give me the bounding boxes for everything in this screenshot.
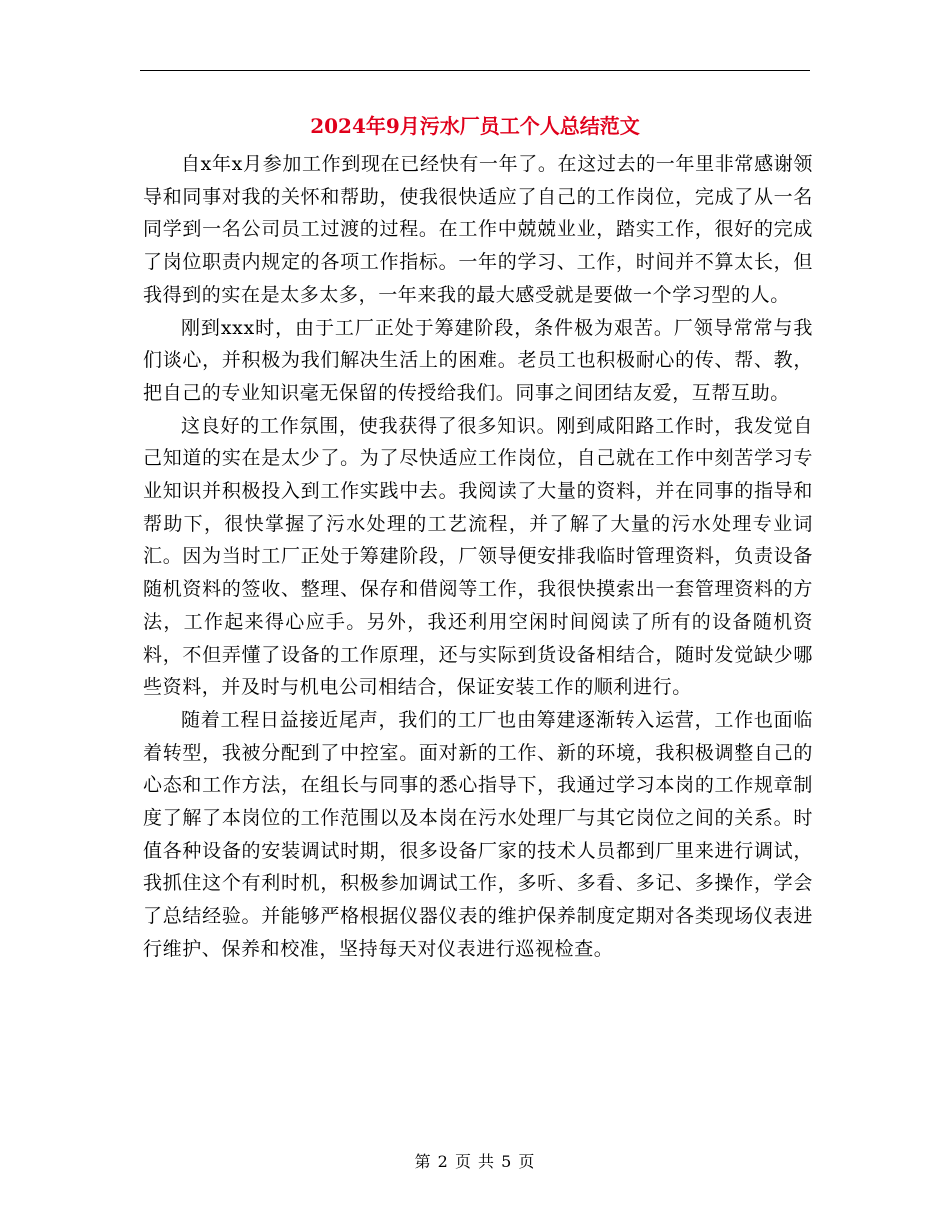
paragraph-4: 随着工程日益接近尾声，我们的工厂也由筹建逐渐转入运营，工作也面临着转型，我被分配到了中控室。面对新的工作、新的环境，我积极调整自己的心态和工作方法，在组长与同事的悉心指导下，我通过学习本岗的工作规章制度了解了本岗位的工作范围以及本岗在污水处理厂与其它岗位之间的关系。时值各种设备的安装调试时期，很多设备厂家的技术人员都到厂里来进行调试，我抓住这个有利时机，积极参加调试工作，多听、多看、多记、多操作，学会了总结经验。并能够严格根据仪器仪表的维护保养制度定期对各类现场仪表进行维护、保养和校准，坚持每天对仪表进行巡视检查。	[143, 708, 813, 960]
paragraph-1: 自x年x月参加工作到现在已经快有一年了。在这过去的一年里非常感谢领导和同事对我的关怀和帮助，使我很快适应了自己的工作岗位，完成了从一名同学到一名公司员工过渡的过程。在工作中兢兢业业，踏实工作，很好的完成了岗位职责内规定的各项工作指标。一年的学习、工作，时间并不算太长，但我得到的实在是太多太多，一年来我的最大感受就是要做一个学习型的人。	[143, 153, 813, 306]
document-title: 2024年9月污水厂员工个人总结范文	[310, 114, 640, 138]
document-body	[143, 148, 813, 966]
page-footer: 第 2 页 共 5 页	[414, 1152, 536, 1171]
header-rule	[140, 70, 810, 71]
paragraph-3: 这良好的工作氛围，使我获得了很多知识。刚到咸阳路工作时，我发觉自己知道的实在是太少了。为了尽快适应工作岗位，自己就在工作中刻苦学习专业知识并积极投入到工作实践中去。我阅读了大量的资料，并在同事的指导和帮助下，很快掌握了污水处理的工艺流程，并了解了大量的污水处理专业词汇。因为当时工厂正处于筹建阶段，厂领导便安排我临时管理资料，负责设备随机资料的签收、整理、保存和借阅等工作，我很快摸索出一套管理资料的方法，工作起来得心应手。另外，我还利用空闲时间阅读了所有的设备随机资料，不但弄懂了设备的工作原理，还与实际到货设备相结合，随时发觉缺少哪些资料，并及时与机电公司相结合，保证安装工作的顺利进行。	[143, 414, 813, 699]
paragraph-2: 刚到xxx时，由于工厂正处于筹建阶段，条件极为艰苦。厂领导常常与我们谈心，并积极为我们解决生活上的困难。老员工也积极耐心的传、帮、教，把自己的专业知识毫无保留的传授给我们。同事之间团结友爱，互帮互助。	[143, 316, 813, 404]
